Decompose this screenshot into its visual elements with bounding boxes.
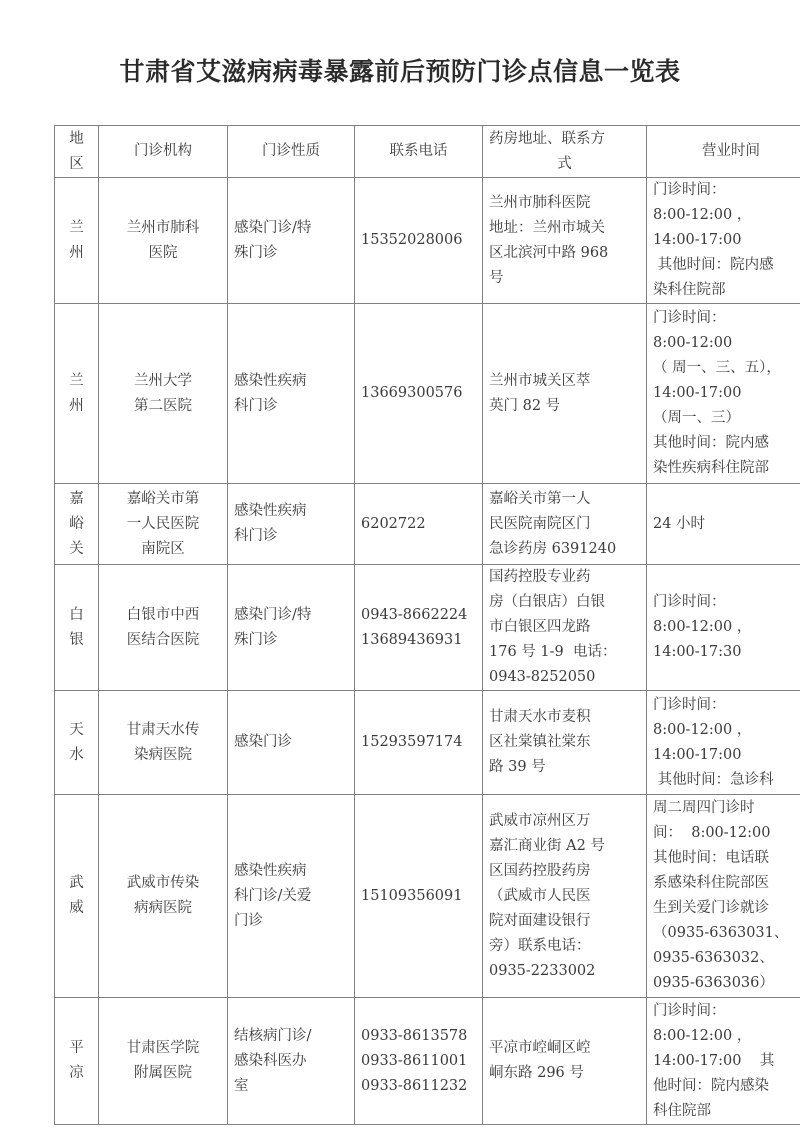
cell-clinic-line: 甘肃医学院	[126, 1040, 200, 1056]
cell-clinic-line: 甘肃天水传	[126, 721, 200, 738]
cell-hours	[647, 795, 800, 998]
cell-type-line: 感染科医办	[234, 1052, 307, 1069]
cell-pharmacy	[483, 304, 647, 484]
cell-phone	[355, 178, 483, 304]
cell-pharmacy	[483, 691, 647, 795]
cell-hours-line: 8:00-12:00	[653, 335, 733, 351]
header-region	[55, 126, 99, 178]
cell-phone-line: 0933-8611232	[361, 1077, 468, 1094]
cell-hours	[647, 565, 800, 691]
cell-hours-line: 其他时间：电话联	[653, 850, 769, 866]
cell-pharmacy	[483, 484, 647, 565]
cell-pharmacy-line: 甘肃天水市麦积	[489, 709, 591, 725]
cell-pharmacy-line: 旁）联系电话：	[489, 937, 591, 954]
cell-region-line: 天	[69, 721, 84, 738]
cell-type	[228, 565, 355, 691]
header-region-line: 地	[69, 130, 84, 147]
cell-phone-line: 13689436931	[361, 631, 463, 648]
cell-region-line: 关	[69, 540, 84, 557]
cell-region	[55, 178, 99, 304]
table-header-row	[55, 126, 800, 178]
cell-pharmacy-line: 市白银区四龙路	[489, 619, 591, 635]
cell-pharmacy-line: 房（白银店）白银	[489, 594, 605, 610]
cell-clinic-line: 医结合医院	[126, 631, 200, 648]
cell-type-line: 感染门诊/特	[234, 219, 312, 236]
cell-pharmacy-line: 国药控股专业药	[489, 569, 591, 585]
cell-hours-line: 其他时间：急诊科	[653, 771, 774, 788]
cell-hours-line: （ 周一、三、五），	[653, 360, 781, 376]
cell-region-line: 兰	[69, 372, 84, 389]
cell-region-line: 平	[69, 1040, 84, 1056]
cell-clinic-line: 一人民医院	[126, 515, 200, 532]
cell-type-line: 室	[234, 1077, 249, 1094]
cell-region-line: 武	[69, 875, 84, 891]
cell-pharmacy-line: 区社棠镇社棠东	[489, 734, 591, 750]
table-row	[55, 998, 800, 1125]
cell-type	[228, 998, 355, 1125]
cell-region	[55, 998, 99, 1125]
cell-region-line: 峪	[69, 515, 84, 532]
cell-hours-line: 14:00-17:30	[653, 644, 742, 660]
cell-pharmacy	[483, 178, 647, 304]
cell-pharmacy-line: 号	[489, 269, 504, 286]
cell-clinic-line: 嘉峪关市第	[126, 490, 200, 507]
cell-region-line: 州	[69, 244, 84, 261]
table-row	[55, 304, 800, 484]
cell-region	[55, 304, 99, 484]
cell-clinic	[99, 691, 228, 795]
cell-pharmacy-line: 地址：兰州市城关	[489, 219, 605, 236]
cell-pharmacy	[483, 998, 647, 1125]
cell-pharmacy-line: （武威市人民医	[489, 887, 591, 904]
cell-clinic	[99, 484, 228, 565]
cell-pharmacy	[483, 565, 647, 691]
cell-pharmacy	[483, 795, 647, 998]
cell-clinic	[99, 304, 228, 484]
cell-hours	[647, 484, 800, 565]
cell-type-line: 门诊	[234, 912, 263, 929]
table-row	[55, 691, 800, 795]
cell-hours-line: 染科住院部	[653, 282, 726, 298]
cell-type	[228, 178, 355, 304]
cell-hours	[647, 691, 800, 795]
table-row	[55, 484, 800, 565]
cell-region-line: 白	[69, 606, 84, 623]
cell-pharmacy-line: 嘉峪关市第一人	[489, 490, 591, 507]
table-row	[55, 795, 800, 998]
cell-type-line: 感染性疾病	[234, 862, 307, 879]
cell-phone	[355, 484, 483, 565]
cell-phone	[355, 691, 483, 795]
cell-hours-line: 门诊时间：	[653, 696, 726, 713]
cell-hours-line: 门诊时间：	[653, 594, 726, 610]
cell-type-line: 感染性疾病	[234, 372, 307, 389]
cell-clinic	[99, 178, 228, 304]
cell-hours-line: 0935-6363032、	[653, 950, 774, 966]
cell-region	[55, 795, 99, 998]
cell-pharmacy-line: 急诊药房 6391240	[489, 540, 617, 557]
cell-clinic-line: 白银市中西	[126, 606, 200, 623]
clinic-info-table	[54, 125, 800, 1125]
cell-pharmacy-line: 嘉汇商业街 A2 号	[489, 837, 605, 854]
cell-pharmacy-line: 区北滨河中路 968	[489, 244, 609, 261]
cell-region-line: 水	[69, 746, 84, 763]
cell-pharmacy-line: 院对面建设银行	[489, 912, 591, 929]
cell-pharmacy-line: 区国药控股药房	[489, 862, 591, 879]
cell-hours-line: 0935-6363036）	[653, 975, 774, 991]
header-hours: 营业时间	[647, 126, 800, 178]
cell-pharmacy-line: 0935-2233002	[489, 962, 596, 979]
cell-type-line: 结核病门诊/	[234, 1027, 312, 1044]
cell-type	[228, 691, 355, 795]
cell-phone	[355, 565, 483, 691]
cell-type	[228, 304, 355, 484]
cell-clinic-line: 病病医院	[134, 900, 192, 916]
cell-type	[228, 795, 355, 998]
cell-region	[55, 565, 99, 691]
cell-hours-line: 14:00-17:00	[653, 385, 742, 401]
cell-pharmacy-line: 0943-8252050	[489, 669, 596, 685]
cell-type-line: 感染门诊/特	[234, 606, 312, 623]
cell-hours-line: 生到关爱门诊就诊	[653, 900, 769, 916]
cell-region-line: 州	[69, 397, 84, 414]
cell-pharmacy-line: 路 39 号	[489, 759, 546, 775]
cell-pharmacy-line: 武威市凉州区万	[489, 812, 591, 829]
cell-hours-line: 他时间：院内感染	[653, 1077, 769, 1094]
header-clinic: 门诊机构	[99, 126, 228, 178]
cell-clinic	[99, 998, 228, 1125]
cell-hours	[647, 998, 800, 1125]
cell-clinic	[99, 565, 228, 691]
cell-hours-line: （0935-6363031、	[653, 925, 789, 941]
cell-phone-line: 0933-8613578	[361, 1027, 468, 1044]
cell-hours-line: 8:00-12:00 ，	[653, 721, 752, 738]
cell-type	[228, 484, 355, 565]
cell-clinic-line: 染病医院	[134, 746, 192, 763]
cell-hours-line: 门诊时间：	[653, 182, 726, 198]
cell-phone-line: 15109356091	[361, 887, 463, 904]
cell-hours-line: （周一、三）	[653, 410, 740, 426]
cell-region-line: 嘉	[69, 490, 84, 507]
cell-hours-line: 门诊时间：	[653, 1002, 726, 1019]
cell-hours-line: 24 小时	[653, 515, 706, 532]
cell-region	[55, 691, 99, 795]
cell-hours-line: 8:00-12:00 ，	[653, 207, 752, 223]
cell-clinic-line: 武威市传染	[126, 875, 200, 891]
cell-hours-line: 科住院部	[653, 1102, 711, 1119]
cell-region-line: 威	[69, 900, 84, 916]
cell-phone	[355, 304, 483, 484]
cell-hours-line: 8:00-12:00 ，	[653, 619, 752, 635]
cell-pharmacy-line: 平凉市崆峒区崆	[489, 1040, 591, 1056]
cell-hours-line: 间： 8:00-12:00	[653, 825, 771, 841]
cell-hours-line: 其他时间：院内感	[653, 435, 769, 451]
cell-type-line: 感染性疾病	[234, 503, 307, 519]
cell-hours-line: 门诊时间：	[653, 310, 726, 326]
cell-clinic-line: 兰州大学	[134, 372, 192, 389]
cell-region	[55, 484, 99, 565]
cell-hours	[647, 178, 800, 304]
cell-type-line: 感染门诊	[234, 734, 292, 750]
cell-hours	[647, 304, 800, 484]
cell-hours-line: 14:00-17:00	[653, 746, 742, 763]
cell-phone-line: 13669300576	[361, 385, 463, 401]
header-type: 门诊性质	[228, 126, 355, 178]
cell-clinic-line: 第二医院	[134, 397, 192, 414]
cell-hours-line: 8:00-12:00 ，	[653, 1027, 752, 1044]
cell-pharmacy-line: 176 号 1-9 电话：	[489, 644, 617, 660]
page-title: 甘肃省艾滋病病毒暴露前后预防门诊点信息一览表	[119, 57, 681, 86]
cell-type-line: 科门诊	[234, 528, 278, 544]
header-pharmacy	[483, 126, 647, 178]
cell-hours-line: 其他时间：院内感	[653, 257, 774, 273]
cell-region-line: 银	[69, 631, 84, 648]
table-row	[55, 565, 800, 691]
cell-type-line: 科门诊/关爱	[234, 887, 312, 904]
cell-phone-line: 15352028006	[361, 232, 463, 248]
cell-type-line: 殊门诊	[234, 244, 278, 261]
cell-clinic-line: 兰州市肺科	[126, 219, 200, 236]
cell-hours-line: 周二周四门诊时	[653, 800, 755, 816]
cell-type-line: 殊门诊	[234, 631, 278, 648]
header-pharmacy-line: 药房地址、联系方	[489, 130, 605, 147]
cell-phone	[355, 795, 483, 998]
cell-pharmacy-line: 民医院南院区门	[489, 515, 591, 532]
cell-hours-line: 系感染科住院部医	[653, 875, 769, 891]
cell-hours-line: 染性疾病科住院部	[653, 460, 769, 476]
cell-clinic-line: 医院	[148, 244, 178, 261]
cell-pharmacy-line: 峒东路 296 号	[489, 1065, 584, 1081]
cell-phone-line: 0933-8611001	[361, 1052, 468, 1069]
cell-pharmacy-line: 兰州市城关区萃	[489, 372, 591, 389]
cell-pharmacy-line: 英门 82 号	[489, 397, 561, 414]
table-body	[55, 178, 800, 1125]
cell-clinic-line: 附属医院	[134, 1065, 192, 1081]
cell-region-line: 兰	[69, 219, 84, 236]
cell-phone-line: 15293597174	[361, 734, 463, 750]
header-phone: 联系电话	[355, 126, 483, 178]
cell-clinic-line: 南院区	[141, 540, 185, 557]
cell-hours-line: 14:00-17:00	[653, 232, 742, 248]
cell-hours-line: 14:00-17:00 其	[653, 1052, 775, 1069]
cell-clinic	[99, 795, 228, 998]
cell-phone	[355, 998, 483, 1125]
cell-phone-line: 6202722	[361, 515, 426, 532]
cell-type-line: 科门诊	[234, 397, 278, 414]
cell-region-line: 凉	[69, 1065, 84, 1081]
header-pharmacy-line: 式	[557, 155, 572, 172]
cell-phone-line: 0943-8662224	[361, 606, 468, 623]
cell-pharmacy-line: 兰州市肺科医院	[489, 194, 591, 211]
table-row	[55, 178, 800, 304]
header-region-line: 区	[69, 155, 84, 172]
